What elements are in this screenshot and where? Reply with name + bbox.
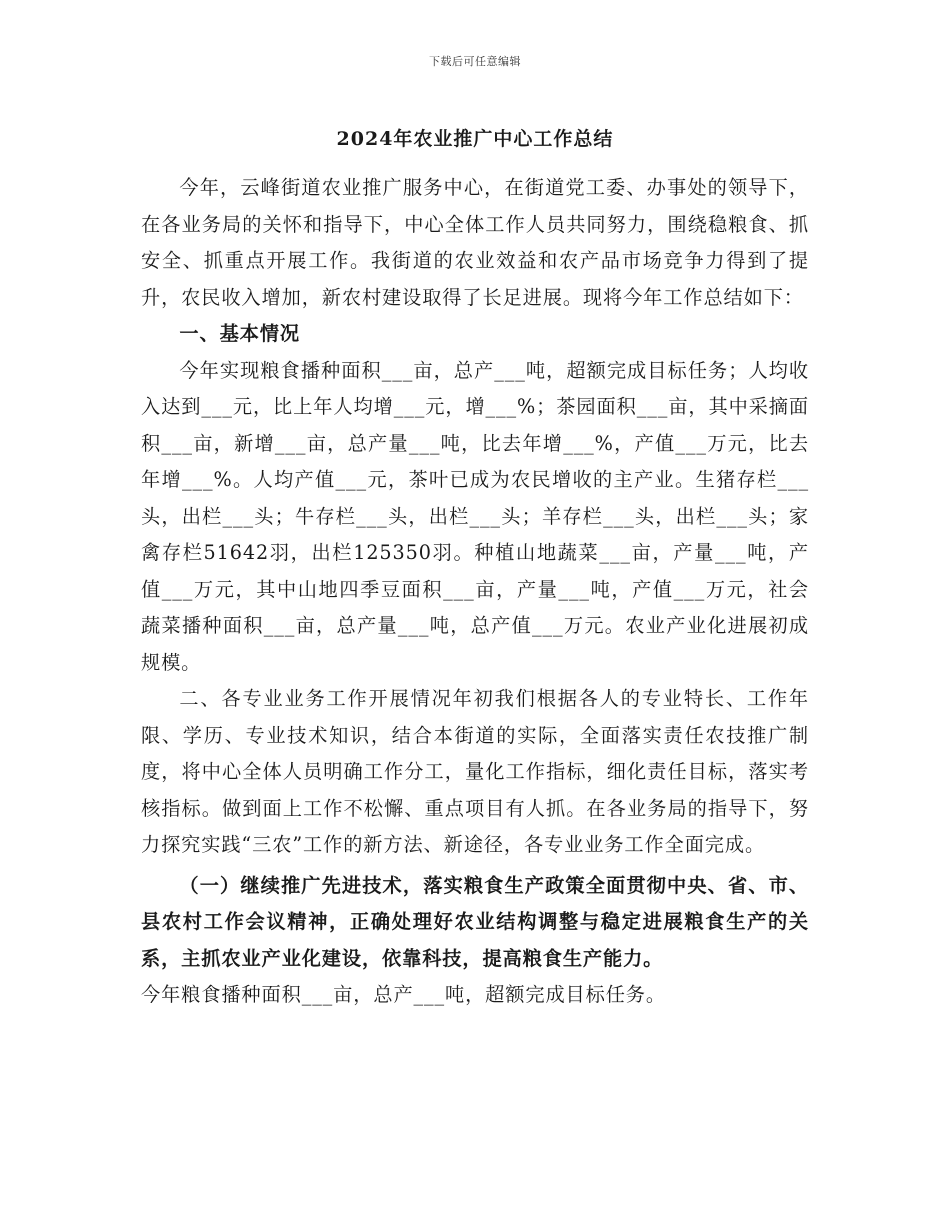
subsection-1-heading-paragraph: （一）继续推广先进技术，落实粮食生产政策全面贯彻中央、省、市、县农村工作会议精神，正确处理好农业结构调整与稳定进展粮食生产的关系，主抓农业产业化建设，依靠科技，提高粮食生产能力。 [141, 873, 809, 970]
section-2-paragraph: 二、各专业业务工作开展情况年初我们根据各人的专业特长、工作年限、学历、专业技术知识，结合本街道的实际，全面落实责任农技推广制度，将中心全体人员明确工作分工，量化工作指标，细化责任目标，落实考核指标。做到面上工作不松懈、重点项目有人抓。在各业务局的指导下，努力探究实践“三农”工作的新方法、新途径，各专业业务工作全面完成。 [141, 687, 809, 856]
section-1-paragraph: 今年实现粮食播种面积___亩，总产___吨，超额完成目标任务；人均收入达到___元，比上年人均增___元，增___%；茶园面积___亩，其中采摘面积___亩，新增___亩，总产量___吨，比去年增___%，产值___万元，比去年增___%。人均产值___元，茶叶已成为农民增收的主产业。生猪存栏___头，出栏___头；牛存栏___头，出栏___头；羊存栏___头，出栏___头；家禽存栏51642羽，出栏125350羽。种植山地蔬菜___亩，产量___吨，产值___万元，其中山地四季豆面积___亩，产量___吨，产值___万元，社会蔬菜播种面积___亩，总产量___吨，总产值___万元。农业产业化进展初成规模。 [141, 358, 809, 674]
header-note: 下载后可任意编辑 [429, 55, 521, 68]
section-1-heading: 一、基本情况 [179, 322, 300, 345]
document-body [141, 170, 809, 1014]
subsection-1-paragraph: 今年粮食播种面积___亩，总产___吨，超额完成目标任务。 [141, 983, 666, 1006]
intro-paragraph: 今年，云峰街道农业推广服务中心，在街道党工委、办事处的领导下，在各业务局的关怀和指导下，中心全体工作人员共同努力，围绕稳粮食、抓安全、抓重点开展工作。我街道的农业效益和农产品市场竞争力得到了提升，农民收入增加，新农村建设取得了长足进展。现将今年工作总结如下： [141, 176, 809, 309]
document-title: 2024年农业推广中心工作总结 [336, 128, 614, 150]
